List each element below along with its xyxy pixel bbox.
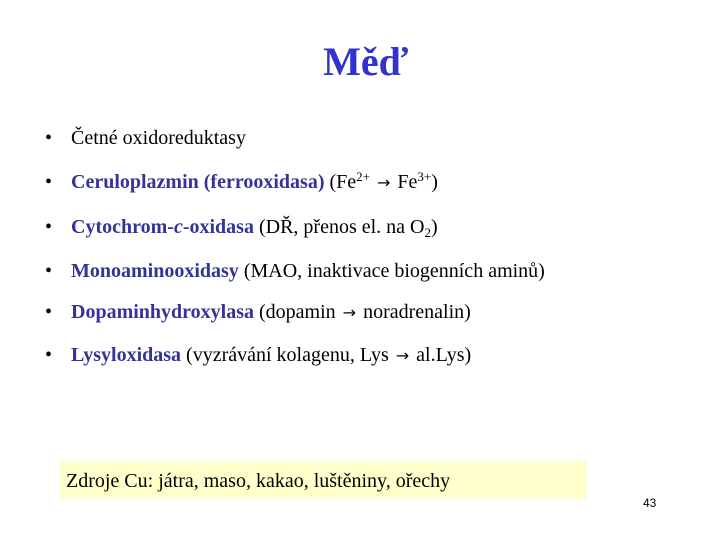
enzyme-name: Ceruloplazmin (ferrooxidasa) [71, 171, 325, 193]
bullet-item-cytochrome-oxidase [45, 214, 438, 240]
bullet-icon: • [45, 171, 53, 193]
superscript: 3+ [417, 169, 432, 184]
bullet-text: Fe [392, 171, 418, 193]
bullet-item-dopamine-hydroxylase [45, 299, 471, 326]
arrow-icon: → [342, 303, 357, 322]
bullet-item-lysyl-oxidase [45, 342, 471, 369]
bullet-text: (DŘ, přenos el. na O [253, 216, 425, 238]
enzyme-name: -oxidasa [182, 216, 254, 238]
bullet-text: (Fe [324, 171, 357, 193]
bullet-text: ) [431, 171, 438, 193]
bullet-icon: • [45, 344, 53, 366]
bullet-text: (dopamin [254, 301, 341, 323]
bullet-text: ) [431, 216, 438, 238]
bullet-icon: • [45, 216, 53, 238]
arrow-icon: → [377, 173, 391, 192]
enzyme-name: Dopaminhydroxylasa [71, 301, 255, 323]
bullet-item-mao [45, 258, 545, 284]
bullet-icon: • [45, 127, 53, 149]
arrow-icon: → [395, 346, 410, 365]
bullet-icon: • [45, 301, 53, 323]
subscript: 2 [424, 225, 431, 240]
bullet-item-ceruloplasmin [45, 169, 438, 196]
sources-note-box: Zdroje Cu: játra, maso, kakao, luštěniny, ořechy [60, 461, 587, 499]
bullet-text: Četné oxidoreduktasy [71, 127, 246, 149]
bullet-item-oxidoreductases [45, 125, 246, 151]
enzyme-name: Lysyloxidasa [71, 344, 182, 366]
bullet-icon: • [45, 260, 53, 282]
bullet-text: (vyzrávání kolagenu, Lys [181, 344, 394, 366]
superscript: 2+ [356, 169, 371, 184]
enzyme-name: Monoaminooxidasy [71, 260, 239, 282]
bullet-text: (MAO, inaktivace biogenních aminů) [238, 260, 545, 282]
page-number: 43 [643, 496, 657, 510]
slide-title: Měď [323, 39, 408, 84]
enzyme-name: Cytochrom- [71, 216, 174, 238]
bullet-text: al.Lys) [411, 344, 472, 366]
enzyme-name-italic: c [173, 216, 183, 238]
bullet-text: noradrenalin) [358, 301, 471, 323]
